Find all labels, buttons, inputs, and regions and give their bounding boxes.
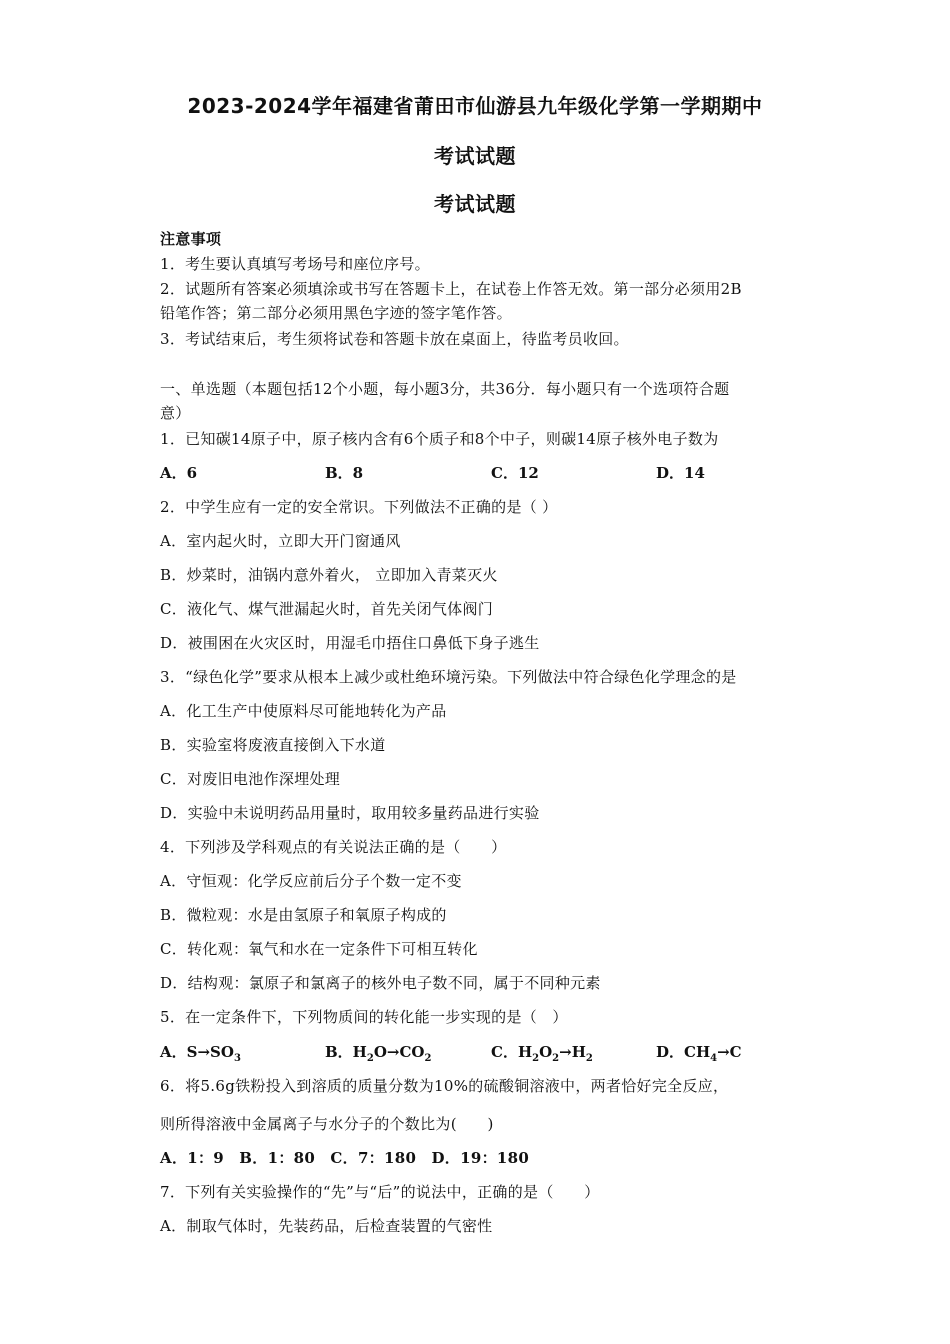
q4-option-c: C．转化观：氧气和水在一定条件下可相互转化 [160, 940, 478, 958]
q3-option-b: B．实验室将废液直接倒入下水道 [160, 736, 386, 754]
q3-option-d: D．实验中未说明药品用量时，取用较多量药品进行实验 [160, 804, 540, 822]
q4-option-d: D．结构观：氯原子和氯离子的核外电子数不同，属于不同种元素 [160, 974, 601, 992]
q7-stem: 7．下列有关实验操作的“先”与“后”的说法中，正确的是（ ） [160, 1183, 600, 1201]
section-heading: 一、单选题（本题包括12个小题，每小题3分，共36分．每小题只有一个选项符合题 [160, 380, 730, 398]
q1-option-c: C．12 [491, 464, 539, 482]
q1-option-b: B．8 [325, 464, 364, 482]
q4-option-a: A．守恒观：化学反应前后分子个数一定不变 [160, 872, 462, 890]
q5-stem: 5．在一定条件下，下列物质间的转化能一步实现的是（ ） [160, 1008, 568, 1026]
q5-option-c: C．$H_2O_2\to H_2$ [491, 1043, 593, 1064]
q5-options [160, 1041, 800, 1063]
notice-item-2-cont: 铅笔作答；第二部分必须用黑色字迹的签字笔作答。 [160, 304, 512, 322]
q6-stem-line1: 6．将5.6g铁粉投入到溶质的质量分数为10%的硫酸铜溶液中，两者恰好完全反应， [160, 1077, 729, 1095]
q5-option-d: D．$CH_4\to C$ [656, 1043, 742, 1064]
q3-option-a: A．化工生产中使原料尽可能地转化为产品 [160, 702, 447, 720]
section-heading-cont: 意） [160, 404, 191, 422]
q4-option-b: B．微粒观：水是由氢原子和氧原子构成的 [160, 906, 447, 924]
q3-stem: 3．“绿色化学”要求从根本上减少或杜绝环境污染。下列做法中符合绿色化学理念的是 [160, 668, 737, 686]
exam-title-line3: 考试试题 [434, 192, 516, 216]
q6-options: A．1：9 B．1：80 C．7：180 D．19：180 [160, 1149, 530, 1167]
exam-title-line2: 考试试题 [434, 144, 516, 168]
q3-option-c: C．对废旧电池作深埋处理 [160, 770, 341, 788]
q1-options [160, 462, 800, 484]
q2-stem: 2．中学生应有一定的安全常识。下列做法不正确的是（ ） [160, 498, 558, 516]
q1-stem: 1．已知碳14原子中，原子核内含有6个质子和8个中子，则碳14原子核外电子数为 [160, 430, 719, 448]
q2-option-b: B．炒菜时，油锅内意外着火， 立即加入青菜灭火 [160, 566, 498, 584]
notice-item-1: 1．考生要认真填写考场号和座位序号。 [160, 255, 430, 273]
q2-option-d: D．被围困在火灾区时，用湿毛巾捂住口鼻低下身子逃生 [160, 634, 540, 652]
q7-option-a: A．制取气体时，先装药品，后检查装置的气密性 [160, 1217, 493, 1235]
q1-option-a: A．6 [160, 464, 198, 482]
q1-option-d: D．14 [656, 464, 705, 482]
exam-title-line1: 2023-2024学年福建省莆田市仙游县九年级化学第一学期期中 [187, 94, 763, 118]
q2-option-c: C．液化气、煤气泄漏起火时，首先关闭气体阀门 [160, 600, 494, 618]
q5-option-a: A．$S\to SO_3$ [160, 1043, 241, 1064]
notice-item-2: 2．试题所有答案必须填涂或书写在答题卡上，在试卷上作答无效。第一部分必须用2B [160, 280, 742, 298]
notice-item-3: 3．考试结束后，考生须将试卷和答题卡放在桌面上，待监考员收回。 [160, 330, 629, 348]
notice-heading: 注意事项 [160, 230, 222, 248]
q2-option-a: A．室内起火时，立即大开门窗通风 [160, 532, 401, 550]
q4-stem: 4．下列涉及学科观点的有关说法正确的是（ ） [160, 838, 507, 856]
q6-stem-line2: 则所得溶液中金属离子与水分子的个数比为( ) [160, 1115, 494, 1133]
q5-option-b: B．$H_2O\to CO_2$ [325, 1043, 432, 1064]
